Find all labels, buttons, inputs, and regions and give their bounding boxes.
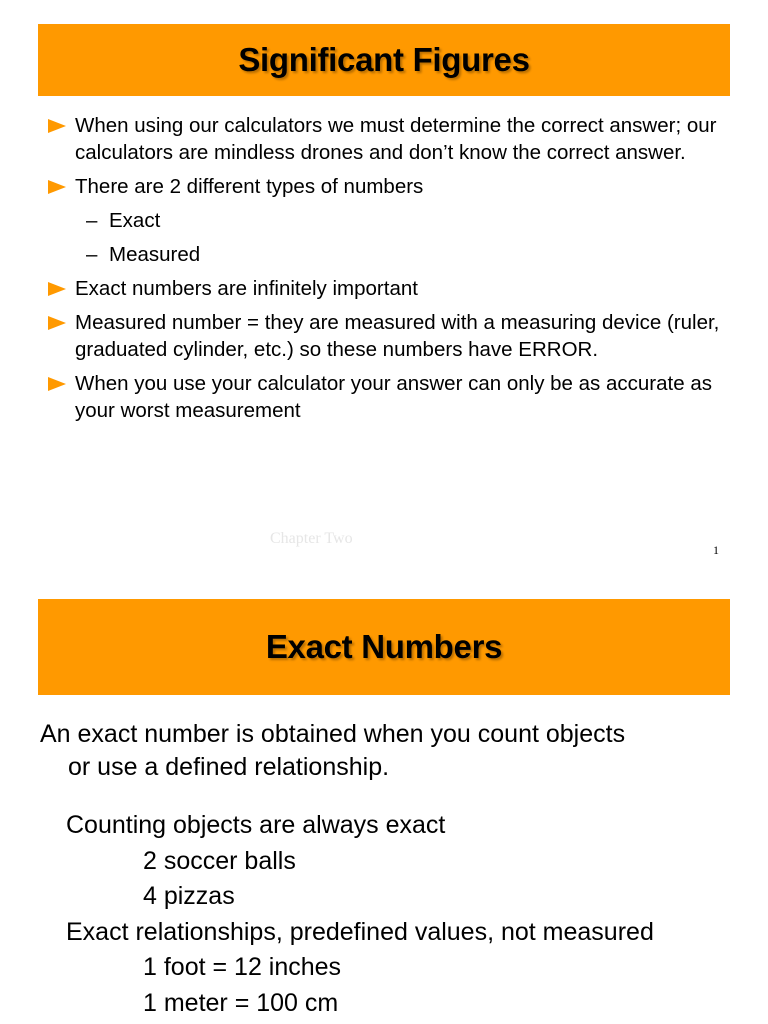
sub-bullet-text: Exact [109,209,161,232]
bullet-arrow-icon [48,119,66,133]
slide-title: Exact Numbers [265,628,503,665]
title-bar [38,599,730,695]
bullet-text: Measured number = they are measured with a measuring device (ruler, graduated cylinder, etc.) so these numbers have ERROR. [75,311,720,361]
bullet-text: Exact numbers are infinitely important [75,277,418,300]
bullet-arrow-icon [48,377,66,391]
relationships-heading: Exact relationships, predefined values, not measured [66,917,654,946]
intro-line: or use a defined relationship. [68,753,390,781]
sub-bullet-text: Measured [109,243,201,266]
examples-block [66,808,746,1021]
counting-example: 4 pizzas [143,882,235,910]
bullet-item [48,112,738,166]
sub-bullet-item [48,241,738,268]
slide-title: Significant Figures [238,41,530,78]
bullet-text: There are 2 different types of numbers [75,175,424,198]
relationship-example: 1 foot = 12 inches [143,953,342,981]
counting-heading: Counting objects are always exact [66,811,446,839]
bullet-item [48,370,738,424]
slide-exact-numbers [0,580,768,1024]
bullet-item [48,275,738,302]
relationship-example: 1 meter = 100 cm [143,988,339,1017]
counting-example: 2 soccer balls [143,846,296,875]
slide-footer: Chapter Two [270,530,353,547]
bullet-arrow-icon [48,316,66,330]
bullet-item [48,173,738,200]
intro-paragraph [40,718,730,784]
intro-line: An exact number is obtained when you count objects [40,720,626,748]
bullet-text: When using our calculators we must determine the correct answer; our calculators are mindless drones and don’t know the correct answer. [75,114,717,164]
bullet-arrow-icon [48,282,66,296]
dash-marker: – [86,243,98,266]
page-number: 1 [713,543,719,557]
dash-marker: – [86,209,98,232]
sub-bullet-item [48,207,738,234]
title-bar [38,24,730,96]
bullet-item [48,309,738,363]
bullet-list [48,112,738,431]
bullet-text: When you use your calculator your answer can only be as accurate as your worst measurement [75,372,712,422]
bullet-arrow-icon [48,180,66,194]
